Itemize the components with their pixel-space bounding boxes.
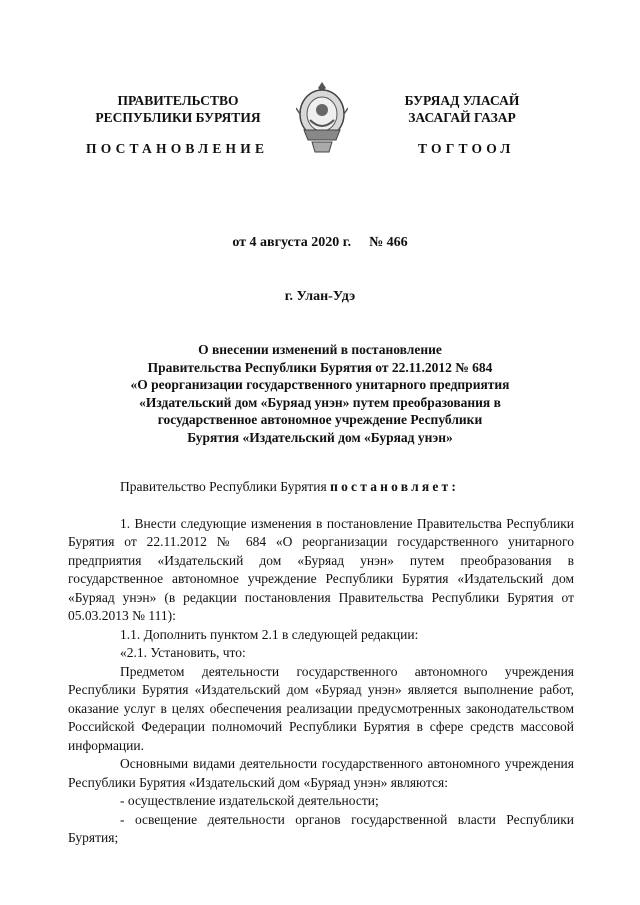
city: г. Улан-Удэ	[284, 289, 356, 304]
document-number: № 466	[369, 235, 408, 250]
header-left-line1: ПРАВИТЕЛЬСТВО	[117, 93, 239, 108]
title-line: О внесении изменений в постановление	[198, 342, 442, 357]
document-body	[68, 478, 574, 848]
header-right-line2: ЗАСАГАЙ ГАЗАР	[408, 110, 516, 125]
paragraph: - осуществление издательской деятельности;	[120, 793, 379, 808]
document-title	[80, 341, 560, 446]
doc-type-bua: ТОГТООЛ	[418, 141, 515, 156]
header-right-line1: БУРЯАД УЛАСАЙ	[404, 93, 520, 108]
title-line: Правительства Республики Бурятия от 22.11.2012 № 684	[147, 359, 493, 375]
paragraph: Основными видами деятельности государственного автономного учреждения Республики Бурятия «Издательский дом «Буряад унэн» являются:	[68, 756, 574, 790]
coat-of-arms-icon	[296, 80, 348, 158]
header-left-block	[78, 92, 278, 126]
paragraph: 1.1. Дополнить пунктом 2.1 в следующей редакции:	[120, 626, 419, 642]
paragraph: - освещение деятельности органов государственной власти Республики Бурятия;	[68, 811, 574, 845]
paragraph: «2.1. Установить, что:	[120, 645, 246, 660]
title-line: «Издательский дом «Буряад унэн» путем преобразования в	[139, 394, 501, 410]
intro-verb: постановляет:	[330, 479, 460, 494]
title-line: «О реорганизации государственного унитарного предприятия	[130, 377, 510, 392]
paragraph: Предметом деятельности государственного автономного учреждения Республики Бурятия «Издательский дом «Буряад унэн» является выполнение работ, оказание услуг в целях обеспечения реализации предусмотренных законодательством Российской Федерации полномочий Республики Бурятия в сфере средств массовой информации.	[68, 663, 574, 753]
document-date: от 4 августа 2020 г.	[232, 235, 352, 250]
title-line: государственное автономное учреждение Республики	[157, 412, 483, 427]
date-number-line	[0, 235, 640, 251]
header-right-block	[362, 92, 562, 126]
doc-type-ru: ПОСТАНОВЛЕНИЕ	[86, 141, 269, 156]
paragraph: 1. Внести следующие изменения в постановление Правительства Республики Бурятия от 22.11.2012 № 684 «О реорганизации государственного унитарного предприятия «Издательский дом «Буряад унэн» путем преобразования в государственное автономное учреждение Республики Бурятия «Издательский дом «Буряад унэн» (в редакции постановления Правительства Республики Бурятия от 05.03.2013 № 111):	[68, 515, 574, 623]
header-left-line2: РЕСПУБЛИКИ БУРЯТИЯ	[95, 110, 261, 125]
intro-paragraph	[68, 478, 574, 497]
intro-text: Правительство Республики Бурятия	[120, 479, 331, 494]
title-line: Бурятия «Издательский дом «Буряад унэн»	[187, 429, 453, 445]
